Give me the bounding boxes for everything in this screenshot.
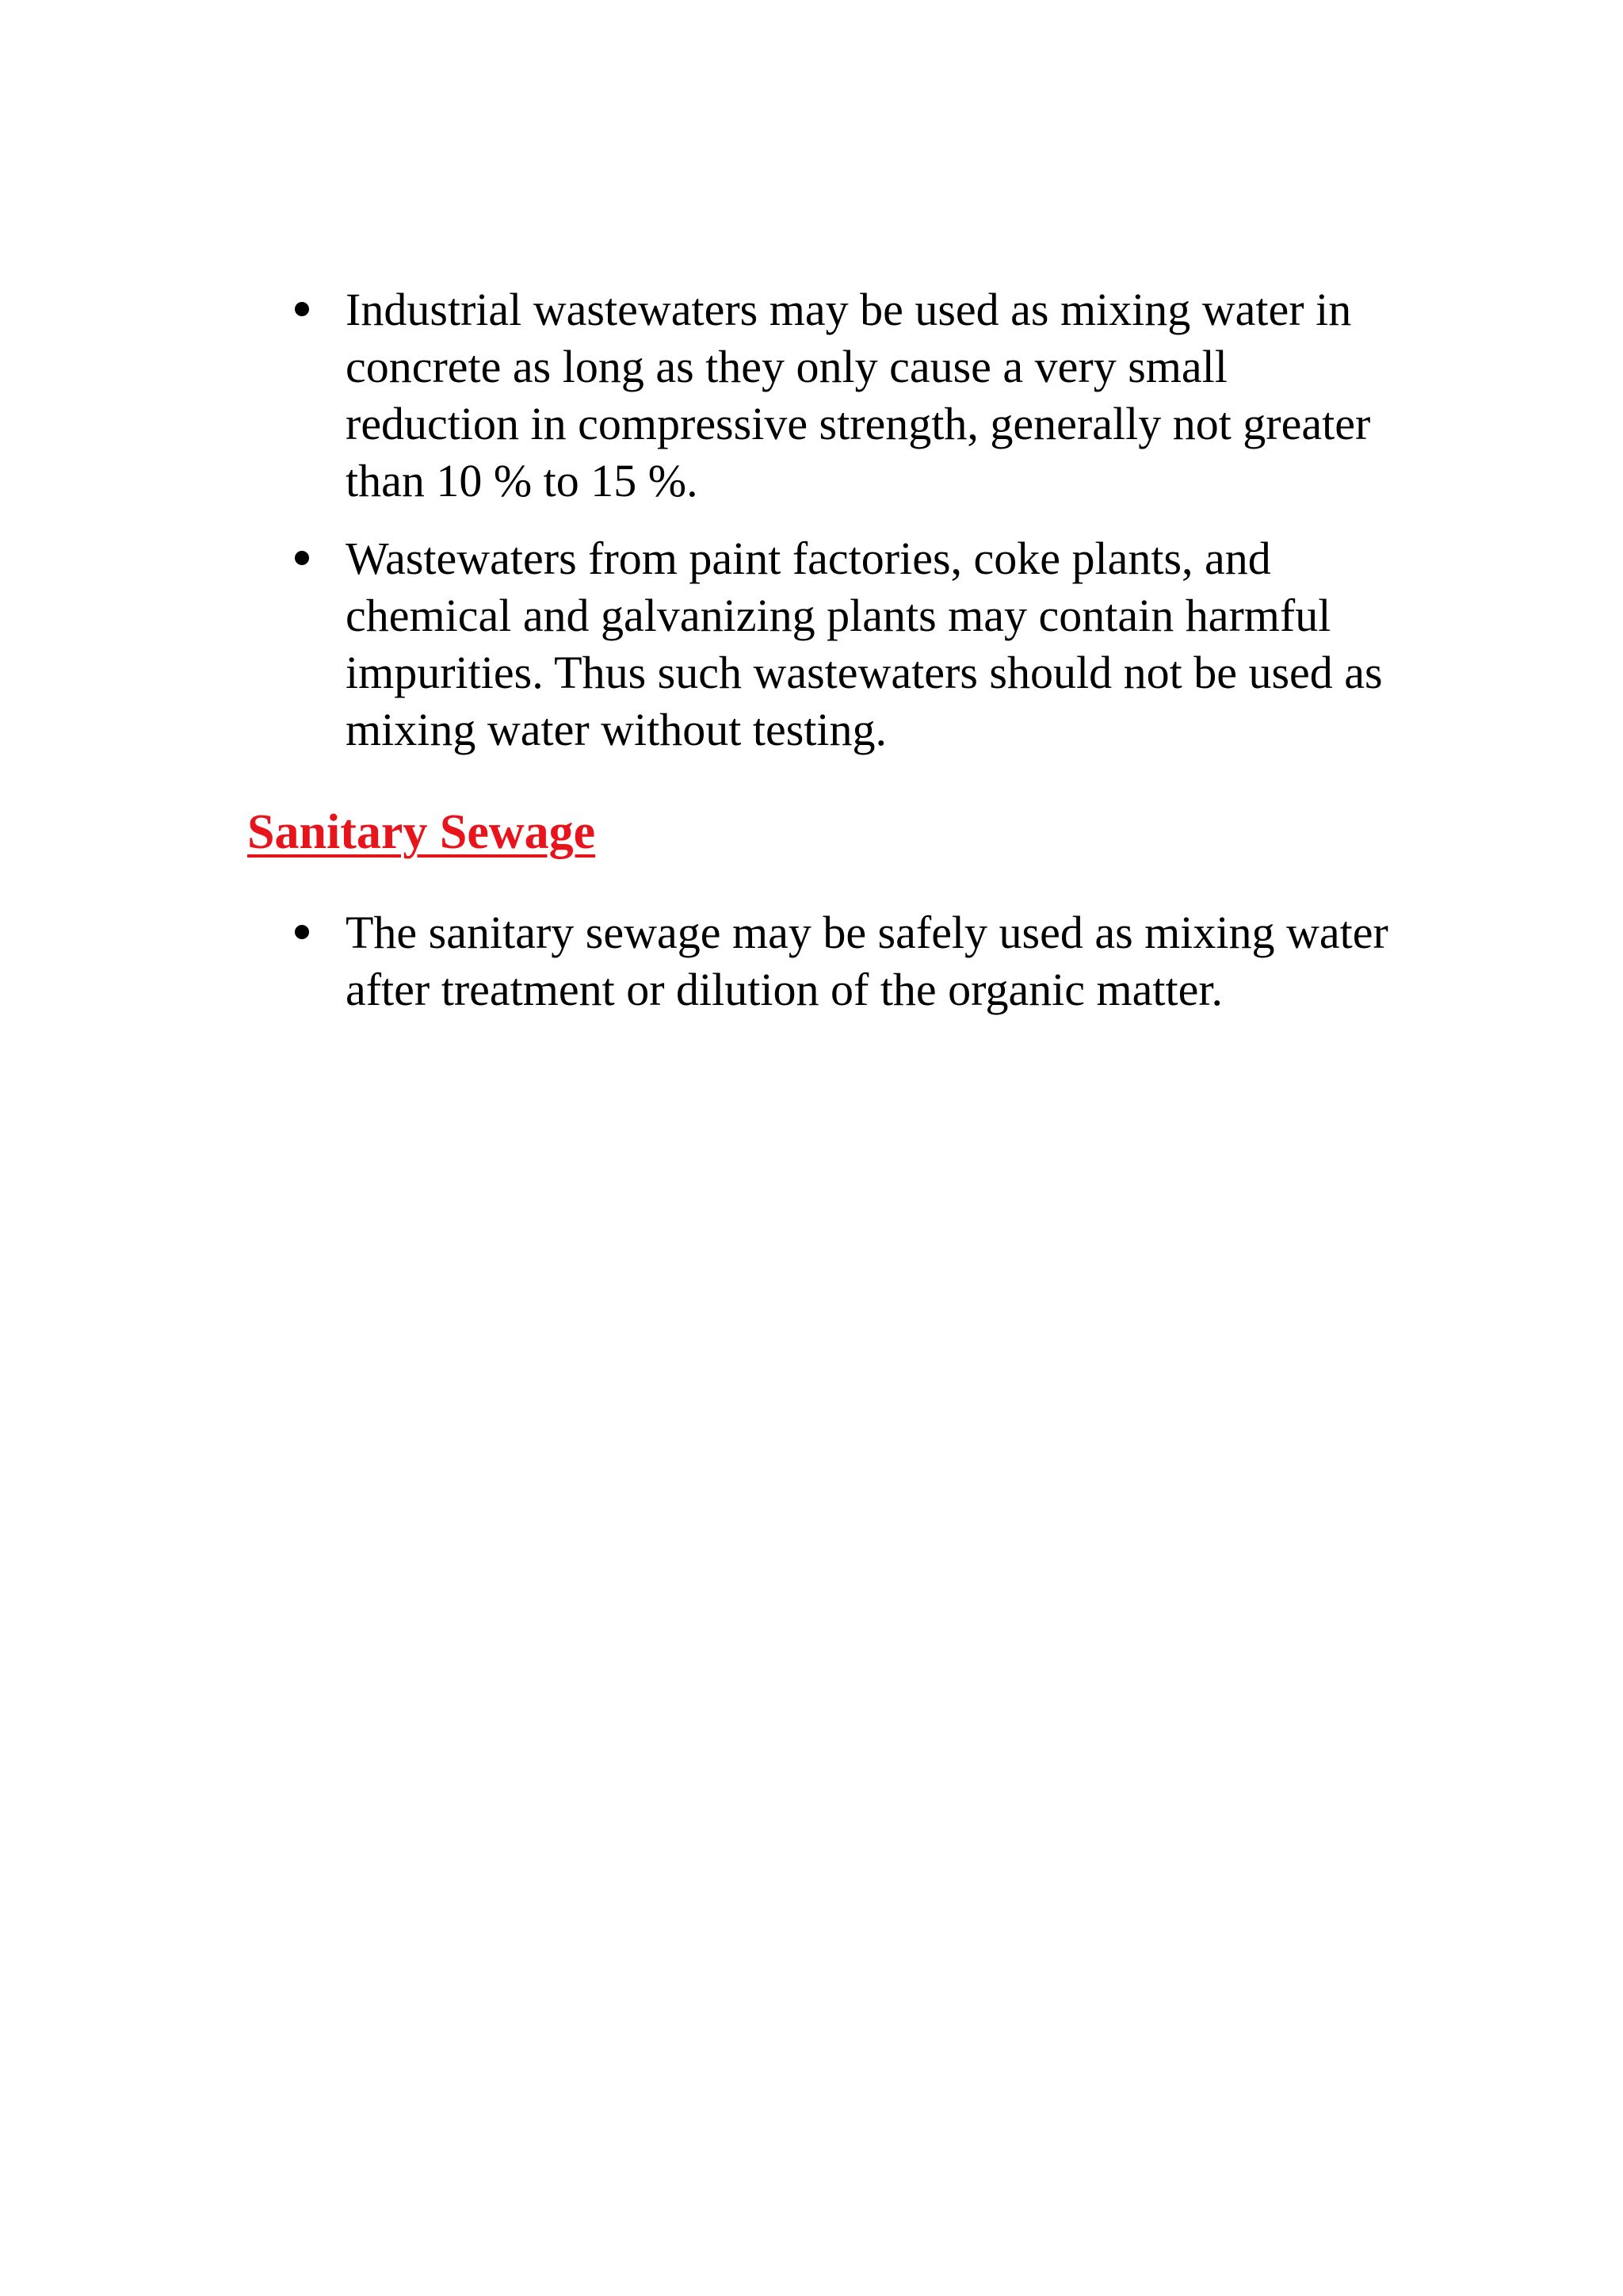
bullet-list-industrial: [247, 281, 1396, 758]
list-item: [247, 530, 1396, 758]
page-content: [247, 281, 1396, 1039]
bullet-list-sanitary: [247, 904, 1396, 1018]
list-item: [247, 904, 1396, 1018]
bullet-dot-icon: [295, 925, 309, 939]
section-heading-sanitary-sewage: Sanitary Sewage: [247, 805, 596, 859]
list-item-text: The sanitary sewage may be safely used as mixing water after treatment or dilution of the organic matter.: [346, 907, 1388, 1015]
bullet-dot-icon: [295, 551, 309, 565]
list-item: [247, 281, 1396, 510]
list-item-text: Wastewaters from paint factories, coke plants, and chemical and galvanizing plants may contain harmful impurities. Thus such wastewaters should not be used as mixing water without testing.: [346, 533, 1383, 755]
list-item-text: Industrial wastewaters may be used as mixing water in concrete as long as they only cause a very small reduction in compressive strength, generally not greater than 10 % to 15 %.: [346, 284, 1371, 506]
bullet-dot-icon: [295, 302, 309, 316]
